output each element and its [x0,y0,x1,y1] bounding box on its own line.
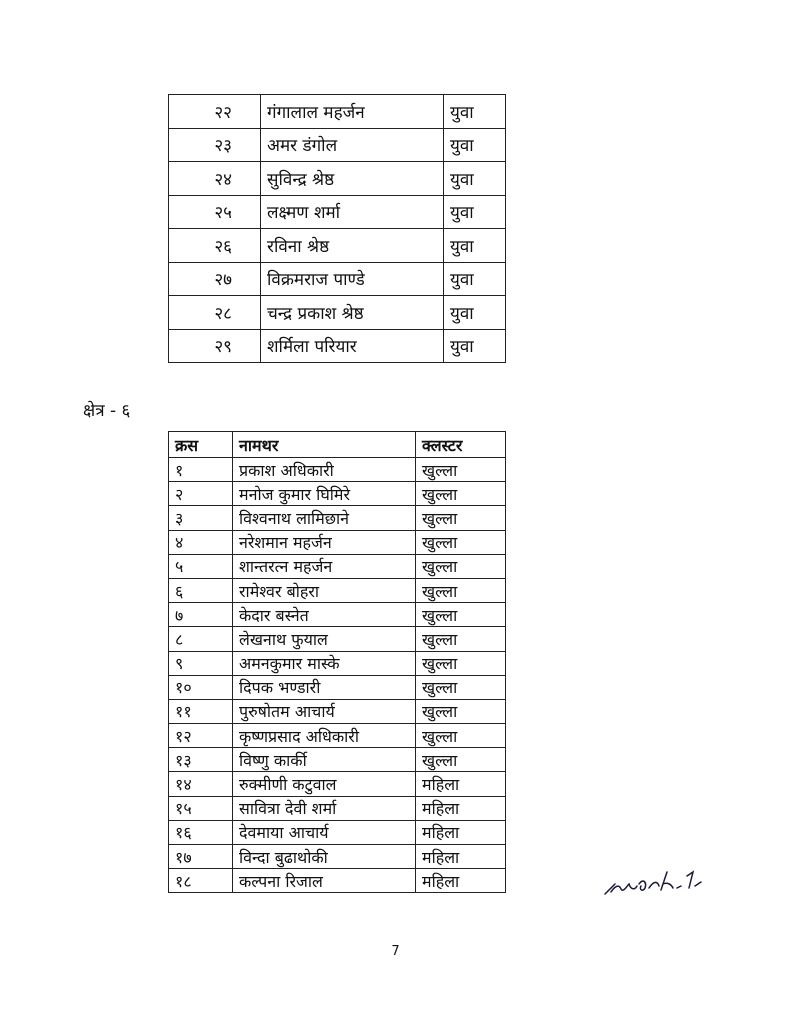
cell-name: रामेश्वर बोहरा [233,578,416,602]
cell-name: रुक्मीणी कटुवाल [233,772,416,796]
cell-cluster: युवा [444,128,506,162]
cell-name: अमर डंगोल [261,128,444,162]
table-row [169,95,506,129]
cell-name: दिपक भण्डारी [233,675,416,699]
table-row [169,506,506,530]
cell-name: देवमाया आचार्य [233,820,416,844]
cell-serial: १५ [169,796,233,820]
cell-cluster: खुल्ला [416,651,506,675]
cell-name: विन्दा बुढाथोकी [233,845,416,869]
cell-serial: २ [169,482,233,506]
header-name: नामथर [233,432,416,458]
cell-serial: १३ [169,748,233,772]
cell-name: विष्णु कार्की [233,748,416,772]
cell-cluster: महिला [416,820,506,844]
table-row [169,554,506,578]
table-row [169,162,506,196]
signature-image [601,862,705,902]
table-row [169,128,506,162]
cell-serial: २६ [169,229,261,263]
table-row [169,820,506,844]
cell-serial: २३ [169,128,261,162]
top-member-table [168,94,506,363]
cell-cluster: खुल्ला [416,458,506,482]
cell-serial: २७ [169,262,261,296]
cell-cluster: खुल्ला [416,554,506,578]
table-row [169,482,506,506]
cell-cluster: खुल्ला [416,724,506,748]
cell-serial: ८ [169,627,233,651]
cell-serial: ४ [169,530,233,554]
cell-serial: १४ [169,772,233,796]
table-row [169,329,506,363]
cell-name: लक्ष्मण शर्मा [261,195,444,229]
cell-serial: २८ [169,296,261,330]
cell-name: चन्द्र प्रकाश श्रेष्ठ [261,296,444,330]
cell-serial: २२ [169,95,261,129]
table-row [169,796,506,820]
table-row [169,845,506,869]
cell-serial: ९ [169,651,233,675]
table-row [169,195,506,229]
header-cluster: क्लस्टर [416,432,506,458]
member-table [168,431,506,893]
cell-name: सावित्रा देवी शर्मा [233,796,416,820]
cell-cluster: युवा [444,296,506,330]
cell-name: विक्रमराज पाण्डे [261,262,444,296]
cell-name: कल्पना रिजाल [233,869,416,893]
cell-cluster: खुल्ला [416,603,506,627]
table-row [169,229,506,263]
table-row [169,724,506,748]
cell-cluster: युवा [444,195,506,229]
cell-cluster: युवा [444,95,506,129]
table-row [169,651,506,675]
cell-name: लेखनाथ फुयाल [233,627,416,651]
table-row [169,869,506,893]
table-row [169,458,506,482]
page-number: 7 [391,944,400,959]
cell-name: कृष्णप्रसाद अधिकारी [233,724,416,748]
cell-serial: १६ [169,820,233,844]
cell-name: अमनकुमार मास्के [233,651,416,675]
cell-cluster: खुल्ला [416,627,506,651]
cell-name: सुविन्द्र श्रेष्ठ [261,162,444,196]
table-row [169,296,506,330]
cell-name: विश्वनाथ लामिछाने [233,506,416,530]
cell-cluster: खुल्ला [416,578,506,602]
cell-name: नरेशमान महर्जन [233,530,416,554]
cell-serial: १० [169,675,233,699]
cell-name: केदार बस्नेत [233,603,416,627]
table-row [169,627,506,651]
cell-serial: ६ [169,578,233,602]
cell-cluster: खुल्ला [416,748,506,772]
table-row [169,748,506,772]
cell-name: शर्मिला परियार [261,329,444,363]
cell-cluster: खुल्ला [416,699,506,723]
cell-serial: ५ [169,554,233,578]
cell-name: पुरुषोतम आचार्य [233,699,416,723]
cell-cluster: युवा [444,329,506,363]
cell-name: रविना श्रेष्ठ [261,229,444,263]
cell-cluster: महिला [416,845,506,869]
cell-name: गंगालाल महर्जन [261,95,444,129]
cell-serial: ११ [169,699,233,723]
cell-cluster: युवा [444,162,506,196]
cell-cluster: खुल्ला [416,530,506,554]
cell-serial: २४ [169,162,261,196]
table-row [169,603,506,627]
cell-name: मनोज कुमार घिमिरे [233,482,416,506]
table-row [169,262,506,296]
table-row [169,578,506,602]
cell-serial: २५ [169,195,261,229]
cell-cluster: महिला [416,869,506,893]
cell-serial: १ [169,458,233,482]
cell-serial: ३ [169,506,233,530]
cell-cluster: खुल्ला [416,482,506,506]
cell-cluster: महिला [416,772,506,796]
table-row [169,772,506,796]
cell-serial: १२ [169,724,233,748]
cell-serial: २९ [169,329,261,363]
cell-cluster: युवा [444,229,506,263]
cell-serial: १८ [169,869,233,893]
cell-cluster: खुल्ला [416,506,506,530]
table-row [169,530,506,554]
cell-serial: ७ [169,603,233,627]
cell-cluster: खुल्ला [416,675,506,699]
cell-name: शान्तरत्न महर्जन [233,554,416,578]
header-serial: क्रस [169,432,233,458]
table-row [169,675,506,699]
cell-cluster: महिला [416,796,506,820]
cell-serial: १७ [169,845,233,869]
cell-name: प्रकाश अधिकारी [233,458,416,482]
table-row [169,699,506,723]
cell-cluster: युवा [444,262,506,296]
table-header-row [169,432,506,458]
section-heading: क्षेत्र - ६ [83,401,131,421]
